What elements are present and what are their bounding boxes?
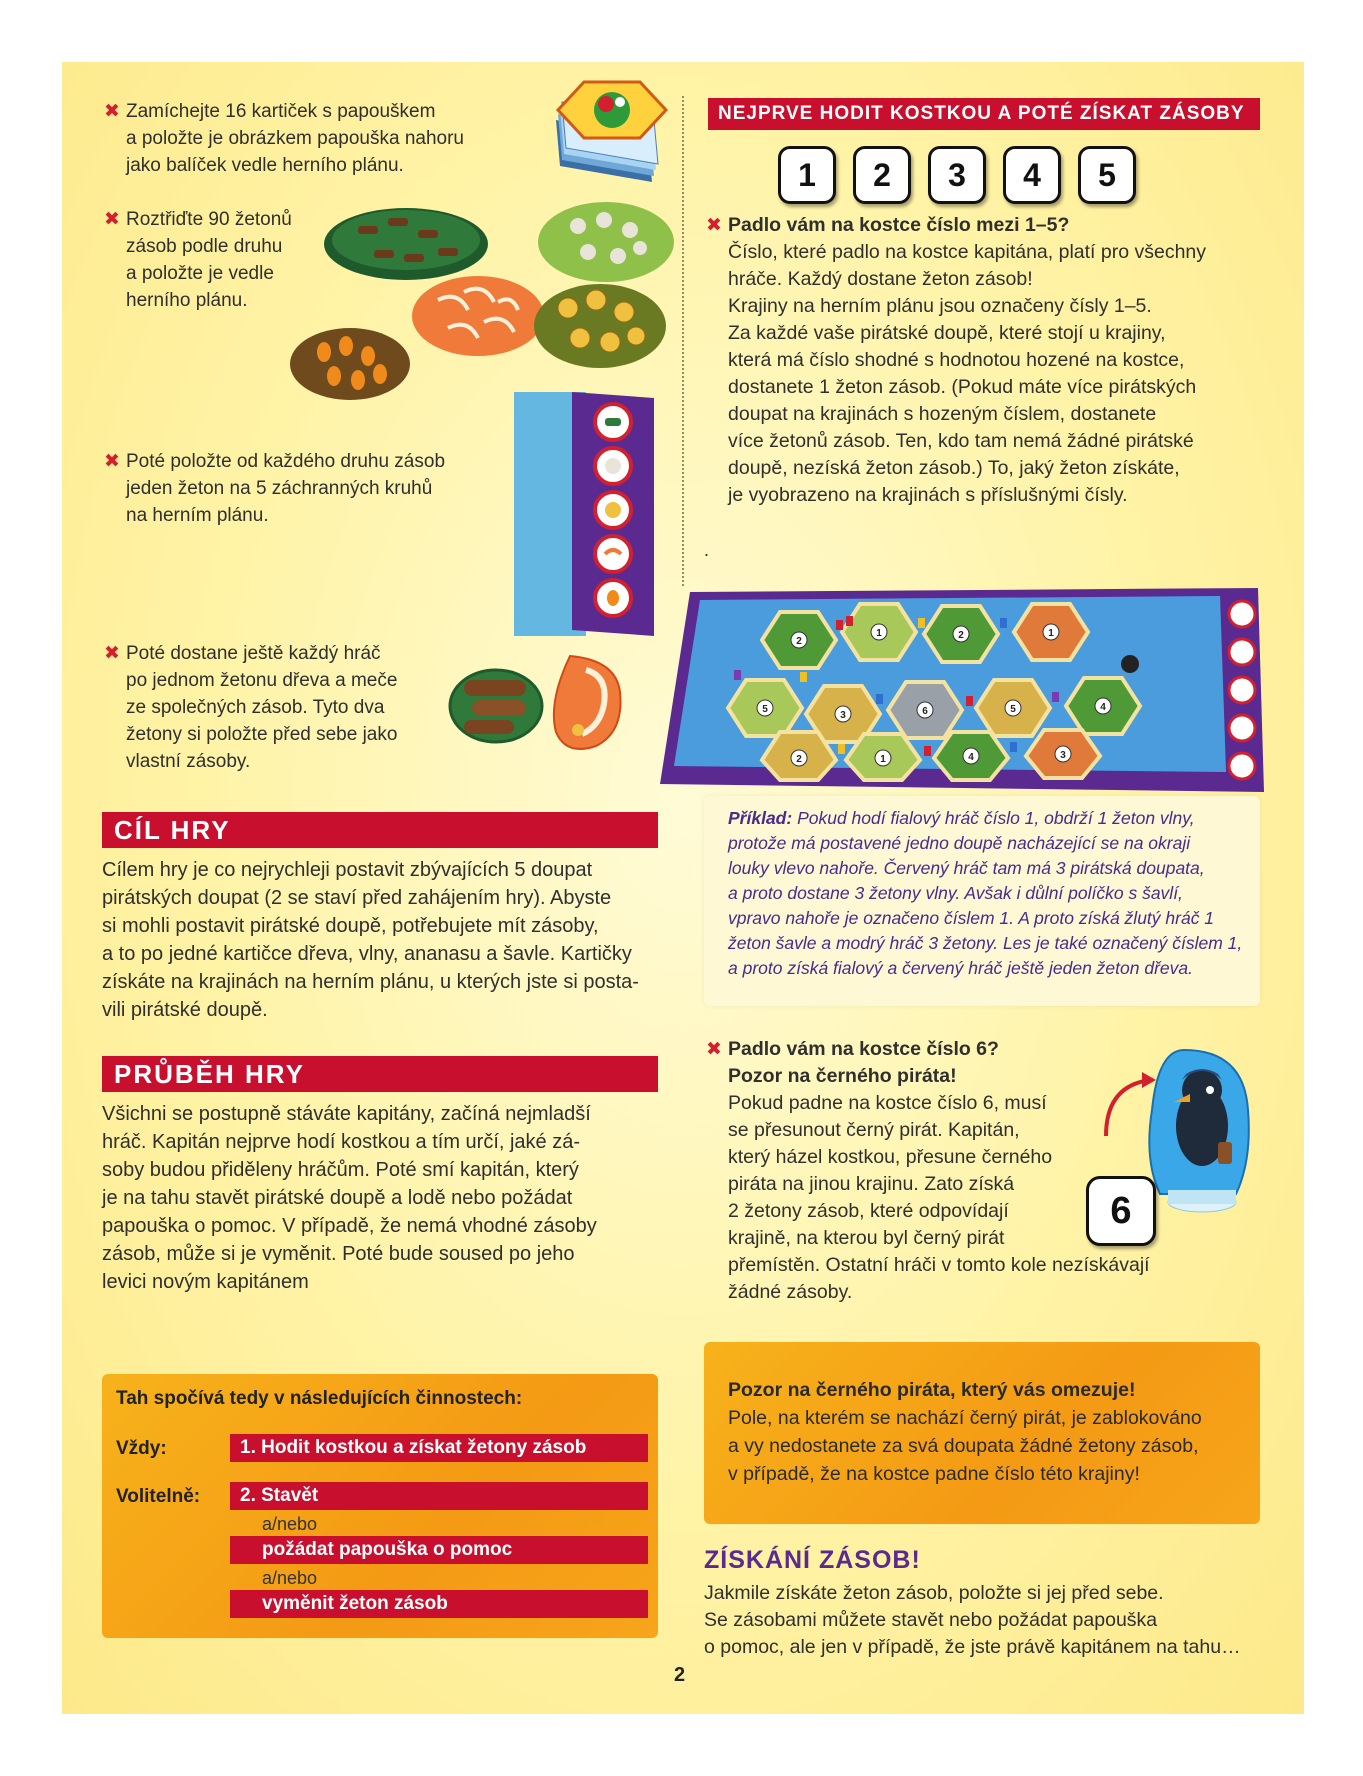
text-line: protože má postavené jedno doupě nacházející se na okraji [728,833,1191,853]
text-line: doupat na krajinách s hozeným číslem, dostanete [728,403,1157,425]
text-line: Pole, na kterém se nachází černý pirát, je zablokováno [728,1407,1202,1429]
text-line: se přesunout černý pirát. Kapitán, [728,1119,1020,1141]
text-line: a položte je obrázkem papouška nahoru [126,128,465,149]
optional-trade-bar: vyměnit žeton zásob [230,1590,648,1618]
text-line: piráta na jinou krajinu. Zato získá [728,1173,1015,1195]
roll-6-heading: Padlo vám na kostce číslo 6? [728,1038,999,1060]
text-line: 2 žetony zásob, které odpovídají [728,1200,1009,1222]
stray-dot: . [704,540,710,560]
roll-1-5-heading: Padlo vám na kostce číslo mezi 1–5? [728,214,1070,236]
text-line: jeden žeton na 5 záchranných kruhů [126,478,433,499]
board-number: 1 [876,628,882,639]
move-arrow-icon [1106,1080,1150,1136]
board-number: 3 [840,710,846,721]
board-number: 1 [1048,628,1054,639]
example-label: Příklad: [728,808,793,828]
text-line: Krajiny na herním plánu jsou označeny čísly 1–5. [728,295,1152,317]
text-line: je na tahu stavět pirátské doupě a lodě nebo požádat [102,1187,573,1209]
text-line: krajině, na kterou byl černý pirát [728,1227,1005,1249]
text-line: po jednom žetonu dřeva a meče [126,670,398,691]
text-line: zásob, může si je vyměnit. Poté bude soused po jeho [102,1243,575,1265]
bullet-cross-icon: ✖ [104,643,120,664]
text-line: Poté dostane ještě každý hráč [126,643,381,664]
turn-actions-title: Tah spočívá tedy v následujících činnostech: [116,1388,523,1409]
board-number: 2 [796,754,802,765]
text-line: papouška o pomoc. V případě, že nemá vhodné zásoby [102,1215,597,1237]
text-line: který házel kostkou, přesune černého [728,1146,1053,1168]
text-line: která má číslo shodné s hodnotou hozené na kostce, [728,349,1185,371]
text-line: hráče. Každý dostane žeton zásob! [728,268,1033,290]
text-line [728,806,1260,831]
text-line: o pomoc, ale jen v případě, že jste právě kapitánem na tahu… [704,1636,1241,1658]
board-number: 4 [1100,702,1106,713]
text-line: Cílem hry je co nejrychleji postavit zbývajících 5 doupat [102,859,593,881]
text-line: Jakmile získáte žeton zásob, položte si jej před sebe. [704,1582,1164,1604]
text-line: pirátských doupat (2 se staví před zahájením hry). Abyste [102,887,612,909]
bullet-cross-icon: ✖ [706,215,722,236]
text-line: Se zásobami můžete stavět nebo požádat papouška [704,1609,1158,1631]
board-number: 5 [762,704,768,715]
board-number: 3 [1060,750,1066,761]
section-heading-cil-hry: CÍL HRY [102,812,658,848]
ziskani-text [704,1580,1264,1661]
text-line: jako balíček vedle herního plánu. [126,155,404,176]
roll-1-5-bullet [706,212,1268,509]
text-line: levici novým kapitánem [102,1271,309,1293]
section-heading-prubeh-hry: PRŮBĚH HRY [102,1056,658,1092]
die-face-3: 3 [928,146,986,204]
text-line: získáte na krajinách na herním plánu, u kterých jste si posta- [102,971,639,993]
text-line: ze společných zásob. Tyto dva [126,697,385,718]
wool-token-pile [538,202,674,282]
sword-token-pile [412,276,544,356]
rescue-circles-board-illustration [514,392,654,636]
resource-token-piles-illustration [288,196,680,406]
text-line: žetony si položte před sebe jako [126,724,398,745]
sword-token [554,656,621,749]
black-pirate-warning-box [704,1342,1260,1524]
turn-actions-box [102,1374,658,1638]
die-face-2: 2 [853,146,911,204]
die-face-4: 4 [1003,146,1061,204]
text-line: louky vlevo nahoře. Červený hráč tam má 3 pirátská doupata, [728,858,1205,878]
example-box [704,796,1260,1006]
optional-build-bar: 2. Stavět [230,1482,648,1510]
pineapple-token-pile [290,328,410,400]
die-face-1: 1 [778,146,836,204]
setup-bullet-starting-tokens [104,640,446,775]
text-line: vlastní zásoby. [126,751,251,772]
text-line: Číslo, které padlo na kostce kapitána, platí pro všechny [728,241,1207,263]
always-action-bar: 1. Hodit kostkou a získat žetony zásob [230,1434,648,1462]
text-line: je vyobrazeno na krajinách s příslušnými čísly. [728,484,1128,506]
or-text: a/nebo [262,1568,318,1588]
text-line: a proto získá fialový a červený hráč ještě jeden žeton dřeva. [728,958,1193,978]
wood-token-pile [324,208,488,280]
text-line: Roztřiďte 90 žetonů [126,209,292,230]
text-line: Za každé vaše pirátské doupě, které stojí u krajiny, [728,322,1166,344]
text-line: hráč. Kapitán nejprve hodí kostkou a tím určí, jaké zá- [102,1131,581,1153]
bullet-cross-icon: ✖ [104,101,120,122]
text-line: a proto dostane 3 žetony vlny. Avšak i důlní políčko s šavlí, [728,883,1183,903]
warning-text [728,1376,1202,1488]
page-number: 2 [674,1664,686,1686]
setup-bullet-rescue-circles [104,448,506,529]
board-number: 4 [968,752,974,763]
always-label: Vždy: [116,1438,167,1459]
cil-hry-text [102,856,662,1024]
optional-parrot-bar: požádat papouška o pomoc [230,1536,648,1564]
column-divider [682,96,684,586]
example-first-line: Pokud hodí fialový hráč číslo 1, obdrží 1 žeton vlny, [792,808,1195,828]
section-heading-ziskani-zasob: ZÍSKÁNÍ ZÁSOB! [704,1546,921,1574]
text-line: Všichni se postupně stáváte kapitány, začíná nejmladší [102,1103,591,1125]
or-text: a/nebo [262,1514,318,1534]
text-line: Pokud padne na kostce číslo 6, musí [728,1092,1047,1114]
bullet-cross-icon: ✖ [104,451,120,472]
text-line: přemístěn. Ostatní hráči v tomto kole nezískávají [728,1254,1150,1276]
text-line: a to po jedné kartičce dřeva, vlny, ananasu a šavle. Kartičky [102,943,632,965]
text-line: v případě, že na kostce padne číslo této krajiny! [728,1463,1140,1485]
board-number: 1 [880,754,886,765]
right-section-header: NEJPRVE HODIT KOSTKOU A POTÉ ZÍSKAT ZÁSOBY [708,98,1260,130]
text-line: žeton šavle a modrý hráč 3 žetony. Les je také označený číslem 1, [728,933,1243,953]
text-line: Zamíchejte 16 kartiček s papouškem [126,101,436,122]
text-line: si mohli postavit pirátské doupě, potřebujete mít zásoby, [102,915,599,937]
text-line: na herním plánu. [126,505,269,526]
board-number: 5 [1010,704,1016,715]
bullet-cross-icon: ✖ [104,209,120,230]
board-number: 6 [922,706,928,717]
game-board-illustration [660,574,1264,792]
text-line: a vy nedostanete za svá doupata žádné žetony zásob, [728,1435,1199,1457]
optional-label: Volitelně: [116,1486,201,1507]
board-number: 2 [958,630,964,641]
text-line: více žetonů zásob. Ten, kdo tam nemá žádné pirátské [728,430,1194,452]
text-line: žádné zásoby. [728,1281,853,1303]
text-line: vpravo nahoře je označeno číslem 1. A proto získá žlutý hráč 1 [728,908,1215,928]
roll-6-subheading: Pozor na černého piráta! [728,1065,957,1087]
die-face-5: 5 [1078,146,1136,204]
bullet-cross-icon: ✖ [706,1039,722,1060]
text-line: zásob podle druhu [126,236,283,257]
die-face-6: 6 [1086,1176,1156,1246]
text-line: Poté položte od každého druhu zásob [126,451,446,472]
text-line: doupě, nezíská žeton zásob.) To, jaký žeton získáte, [728,457,1180,479]
gold-token-pile [534,284,666,368]
parrot-card-deck-illustration [548,78,672,196]
text-line: herního plánu. [126,290,248,311]
text-line: dostanete 1 žeton zásob. (Pokud máte více pirátských [728,376,1197,398]
text-line: vili pirátské doupě. [102,999,268,1021]
warning-title: Pozor na černého piráta, který vás omezuje! [728,1379,1136,1401]
text-line: soby budou přiděleny hráčům. Poté smí kapitán, který [102,1159,579,1181]
board-number: 2 [796,636,802,647]
setup-bullet-cards [104,98,526,179]
prubeh-hry-text [102,1100,662,1296]
text-line: a položte je vedle [126,263,274,284]
wood-and-sword-token-illustration [446,650,630,750]
wood-token [450,670,542,742]
